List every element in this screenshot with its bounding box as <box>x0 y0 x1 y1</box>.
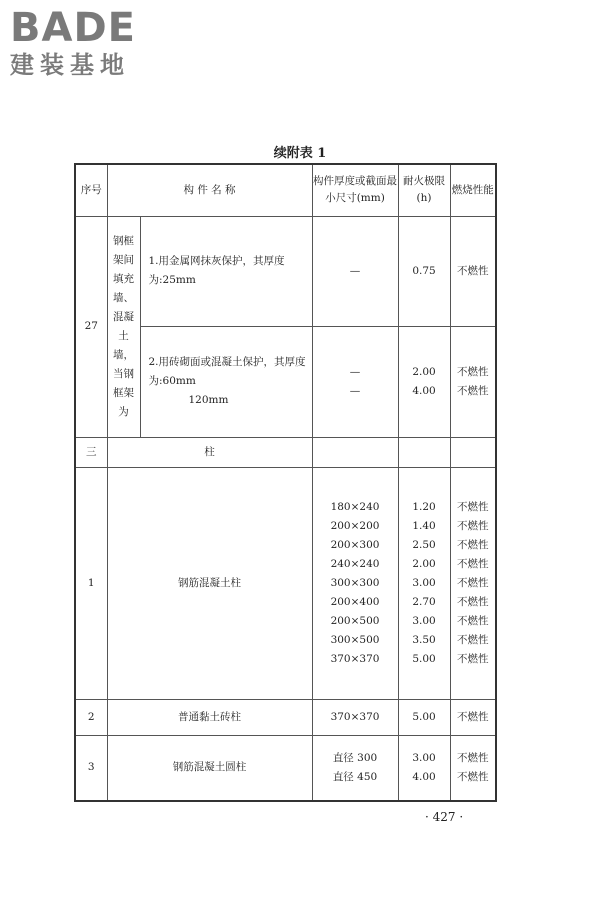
row27-item1-burn: 不燃性 <box>450 216 496 326</box>
table-caption: 续附表 1 <box>273 146 327 161</box>
row1-name: 钢筋混凝土柱 <box>107 467 312 699</box>
size-value: 直径 450 <box>332 770 378 783</box>
row2-fire: 5.00 <box>398 699 450 735</box>
burn-value: 不燃性 <box>457 770 489 783</box>
row27-seq: 27 <box>75 216 107 437</box>
size-value: 200×500 <box>330 614 380 627</box>
row1-burn <box>450 467 496 699</box>
fire-value: 4.00 <box>412 770 436 783</box>
size-value: 直径 300 <box>332 751 378 764</box>
fire-value: 5.00 <box>412 652 436 665</box>
row2-size: 370×370 <box>312 699 398 735</box>
row3-fire <box>398 735 450 801</box>
burn-value: 不燃性 <box>457 500 489 513</box>
row1-sizes <box>312 467 398 699</box>
header-seq: 序号 <box>75 164 107 216</box>
row3-burn <box>450 735 496 801</box>
table-row <box>75 699 496 735</box>
fire-value: 2.50 <box>412 538 436 551</box>
header-burn: 燃烧性能 <box>450 164 496 216</box>
table-row <box>75 735 496 801</box>
burn-value: 不燃性 <box>457 384 489 397</box>
fire-value: 1.20 <box>412 500 436 513</box>
row27-item1-fire: 0.75 <box>398 216 450 326</box>
burn-value: 不燃性 <box>457 652 489 665</box>
row3-seq: 3 <box>75 735 107 801</box>
page-number: · 427 · <box>425 810 464 824</box>
fire-value: 2.00 <box>412 365 436 378</box>
fire-value: 3.00 <box>412 614 436 627</box>
section-name: 柱 <box>107 437 312 467</box>
fire-value: 3.00 <box>412 576 436 589</box>
size-value: 300×500 <box>330 633 380 646</box>
row27-item2-fire <box>398 326 450 437</box>
burn-value: 不燃性 <box>457 595 489 608</box>
size-value: 200×300 <box>330 538 380 551</box>
header-row <box>75 164 496 216</box>
size-value: 200×400 <box>330 595 380 608</box>
row3-name: 钢筋混凝土圆柱 <box>107 735 312 801</box>
header-fire: 耐火极限(h) <box>398 164 450 216</box>
row1-seq: 1 <box>75 467 107 699</box>
row2-burn: 不燃性 <box>450 699 496 735</box>
size-value: — <box>349 365 361 378</box>
row3-sizes <box>312 735 398 801</box>
size-value: 370×370 <box>330 652 380 665</box>
section-row <box>75 437 496 467</box>
header-size: 构件厚度或截面最小尺寸(mm) <box>312 164 398 216</box>
row27-item2-desc-line: 2.用砖砌面或混凝土保护，其厚度为:60mm <box>148 356 306 387</box>
section-seq: 三 <box>75 437 107 467</box>
burn-value: 不燃性 <box>457 751 489 764</box>
row27-item1-size: — <box>312 216 398 326</box>
logo-subtitle: 建装基地 <box>10 51 130 79</box>
row2-seq: 2 <box>75 699 107 735</box>
size-value: — <box>349 384 361 397</box>
fire-value: 4.00 <box>412 384 436 397</box>
row27-item2-desc-line2: 120mm <box>188 394 229 406</box>
burn-value: 不燃性 <box>457 633 489 646</box>
header-name: 构 件 名 称 <box>107 164 312 216</box>
table-row <box>75 216 496 326</box>
fire-value: 2.70 <box>412 595 436 608</box>
size-value: 180×240 <box>330 500 380 513</box>
burn-value: 不燃性 <box>457 576 489 589</box>
row27-item2-burn <box>450 326 496 437</box>
fire-resistance-table <box>74 163 497 802</box>
row27-item1-desc: 1.用金属网抹灰保护，其厚度为:25mm <box>140 216 312 326</box>
table-row <box>75 467 496 699</box>
fire-value: 3.50 <box>412 633 436 646</box>
logo-wordmark: BADE <box>10 5 136 51</box>
size-value: 240×240 <box>330 557 380 570</box>
size-value: 300×300 <box>330 576 380 589</box>
row2-name: 普通黏土砖柱 <box>107 699 312 735</box>
row27-item2-sizes <box>312 326 398 437</box>
brand-logo <box>10 6 136 80</box>
fire-value: 3.00 <box>412 751 436 764</box>
burn-value: 不燃性 <box>457 614 489 627</box>
row1-fire <box>398 467 450 699</box>
row27-category: 钢框架间填充墙、混凝土墙，当钢框架为 <box>107 216 140 437</box>
row27-item2-desc <box>140 326 312 437</box>
fire-value: 2.00 <box>412 557 436 570</box>
fire-value: 1.40 <box>412 519 436 532</box>
burn-value: 不燃性 <box>457 557 489 570</box>
size-value: 200×200 <box>330 519 380 532</box>
burn-value: 不燃性 <box>457 365 489 378</box>
burn-value: 不燃性 <box>457 538 489 551</box>
burn-value: 不燃性 <box>457 519 489 532</box>
